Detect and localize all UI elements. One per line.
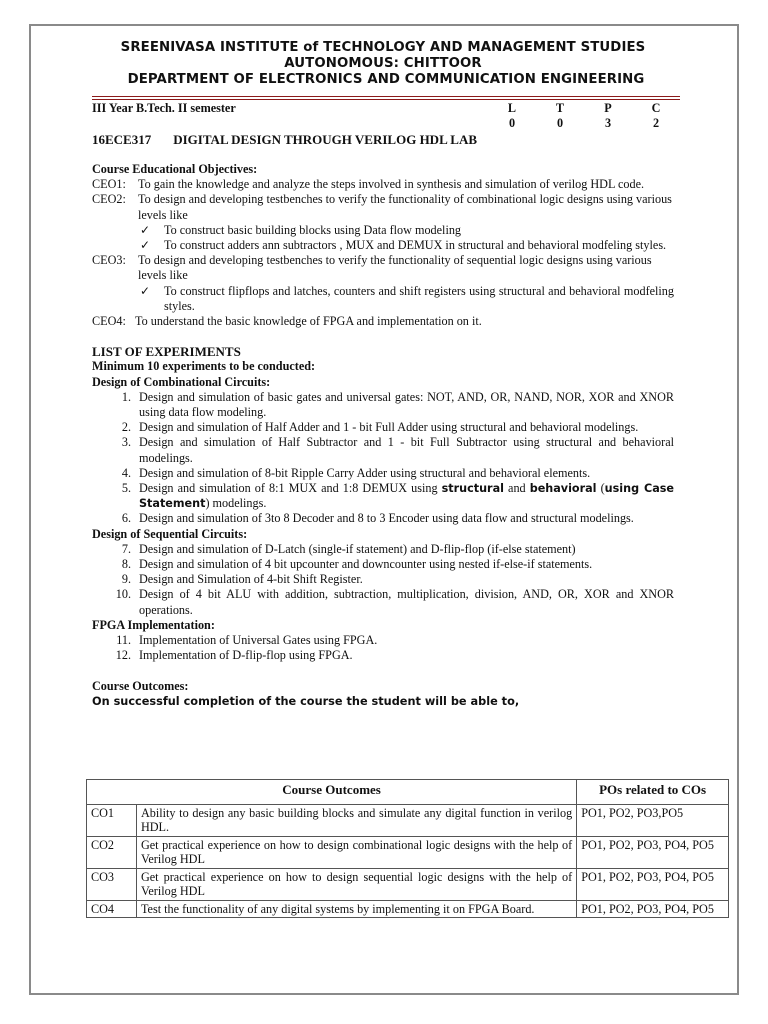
experiment-5-bold: using Case Statement [139,482,674,511]
experiments-minimum: Minimum 10 experiments to be conducted: [92,359,316,374]
co-id: CO4 [87,900,137,918]
experiment-text: Design and simulation of D-Latch (single-if statement) and D-flip-flop (if-else statement) [139,541,576,556]
experiment-number: 1. [121,389,131,404]
experiment-5 [92,481,674,511]
ltpc-value-p: 3 [604,116,612,130]
experiment-5-bold: behavioral [529,482,597,496]
ceo2-bullet-1-text: To construct basic building blocks using Data flow modeling [164,222,462,237]
experiment-10 [92,587,674,617]
ceo3-bullet-1-text: To construct flipflops and latches, counters and shift registers using structural and behavioral modfeling styles. [164,283,674,313]
ceo3-text: To design and developing testbenches to verify the functionality of sequential logic designs using various levels like [138,253,652,283]
ltpc-value-t: 0 [556,116,564,130]
ceo2-bullet-2 [92,238,674,253]
co-text: Get practical experience on how to design sequential logic designs with the help of Verilog HDL [136,868,576,900]
outcomes-intro: On successful completion of the course the student will be able to, [92,694,520,708]
ltpc-label-c: C [651,101,661,115]
check-icon: ✓ [140,283,151,298]
outcomes-table [86,779,729,918]
experiment-5-bold: structural [441,482,504,496]
experiment-number: 7. [121,541,131,556]
ceo2-tag: CEO2: [92,192,126,207]
header-rule-2 [92,99,680,100]
combinational-heading: Design of Combinational Circuits: [92,374,271,389]
experiment-number: 5. [121,481,131,496]
objectives-heading: Course Educational Objectives: [92,162,258,176]
course-meta [92,101,674,147]
experiment-number: 2. [121,420,131,435]
experiment-5-part: ( [596,481,605,496]
co-id: CO2 [87,836,137,868]
co-text: Test the functionality of any digital systems by implementing it on FPGA Board. [136,900,576,918]
year-semester: III Year B.Tech. II semester [92,101,236,115]
experiment-number: 10. [115,587,131,602]
experiment-11 [92,633,674,648]
co-pos: PO1, PO2, PO3, PO4, PO5 [577,836,729,868]
ceo2 [92,192,674,222]
department-name: DEPARTMENT OF ELECTRONICS AND COMMUNICATION ENGINEERING [127,72,645,87]
co-id: CO3 [87,868,137,900]
ceo1-tag: CEO1: [92,177,126,192]
ceo3-bullet-1 [92,284,674,314]
experiment-5-part: and [503,481,530,496]
co-id: CO1 [87,804,137,836]
ltpc-value-c: 2 [652,116,660,130]
experiment-2 [92,420,674,435]
ceo1 [92,177,674,192]
experiment-number: 4. [121,465,131,480]
experiment-5-part: ) modelings. [205,496,267,511]
course-code: 16ECE317 [92,132,152,147]
ltpc-label-t: T [555,101,565,115]
ceo3 [92,253,674,283]
sequential-heading: Design of Sequential Circuits: [92,526,248,541]
ceo2-bullet-2-text: To construct adders ann subtractors , MUX and DEMUX in structural and behavioral modfeling styles. [164,238,667,253]
course-title-line [92,132,477,147]
experiment-text: Design and simulation of basic gates and universal gates: NOT, AND, OR, NAND, NOR, XOR and XNOR using data flow modeling. [139,389,674,420]
experiment-text: Design of 4 bit ALU with addition, subtraction, multiplication, division, AND, OR, XOR and XNOR operations. [139,587,674,617]
experiment-text: Implementation of D-flip-flop using FPGA. [139,648,353,663]
experiment-7 [92,542,674,557]
experiment-text: Design and simulation of Half Adder and 1 - bit Full Adder using structural and behavioral modelings. [139,420,639,435]
ceo2-bullet-1 [92,223,674,238]
table-row [87,868,729,900]
experiments-heading: LIST OF EXPERIMENTS [92,344,241,360]
table-row [87,804,729,836]
experiment-9 [92,572,674,587]
header-rule [92,96,680,97]
co-text: Ability to design any basic building blocks and simulate any digital function in verilog HDL. [136,804,576,836]
ltpc-value-l: 0 [508,116,516,130]
experiment-text: Design and simulation of Half Subtractor and 1 - bit Full Subtractor using structural and behavioral modelings. [139,435,674,465]
co-pos: PO1, PO2, PO3, PO4, PO5 [577,900,729,918]
ceo2-text: To design and developing testbenches to verify the functionality of combinational logic designs using various levels like [138,192,672,222]
ltpc-label-p: P [604,101,612,115]
experiment-number: 6. [121,511,131,526]
experiment-4 [92,466,674,481]
ltpc-label-l: L [507,101,517,115]
outcomes-heading: Course Outcomes: [92,678,189,693]
institute-name: SREENIVASA INSTITUTE of TECHNOLOGY AND MANAGEMENT STUDIES [120,40,646,55]
syllabus-page [92,40,674,88]
experiment-text: Design and simulation of 3to 8 Decoder and 8 to 3 Encoder using data flow and structural modelings. [139,511,634,526]
experiment-number: 12. [115,648,131,663]
experiment-8 [92,557,674,572]
course-body [92,101,674,709]
experiment-number: 8. [121,557,131,572]
co-pos: PO1, PO2, PO3, PO4, PO5 [577,868,729,900]
co-pos: PO1, PO2, PO3,PO5 [577,804,729,836]
experiment-text: Design and simulation of 8-bit Ripple Carry Adder using structural and behavioral elements. [139,465,591,480]
experiment-number: 3. [121,435,131,450]
co-text: Get practical experience on how to design combinational logic designs with the help of Verilog HDL [136,836,576,868]
experiment-6 [92,511,674,526]
experiment-number: 9. [121,572,131,587]
experiment-12 [92,648,674,663]
institute-status: AUTONOMOUS: CHITTOOR [284,56,482,71]
col-pos: POs related to COs [577,780,729,805]
experiment-1 [92,390,674,420]
experiment-text: Design and simulation of 4 bit upcounter and downcounter using nested if-else-if statements. [139,557,593,572]
experiment-text: Implementation of Universal Gates using FPGA. [139,633,378,648]
experiment-text [139,481,674,511]
ceo4-text: To understand the basic knowledge of FPGA and implementation on it. [135,314,482,329]
experiment-3 [92,435,674,465]
ceo3-tag: CEO3: [92,253,126,268]
fpga-heading: FPGA Implementation: [92,617,215,632]
experiment-text: Design and Simulation of 4-bit Shift Register. [139,572,363,587]
ceo1-text: To gain the knowledge and analyze the steps involved in synthesis and simulation of verilog HDL code. [138,177,645,192]
ceo4-tag: CEO4: [92,314,126,329]
ceo4 [92,314,674,329]
outcomes-table-header [87,780,729,805]
table-row [87,900,729,918]
table-row [87,836,729,868]
check-icon: ✓ [140,238,151,253]
course-title: DIGITAL DESIGN THROUGH VERILOG HDL LAB [173,132,478,147]
col-course-outcomes: Course Outcomes [87,780,577,805]
check-icon: ✓ [140,222,151,237]
experiment-5-part: Design and simulation of 8:1 MUX and 1:8 DEMUX using [139,481,442,496]
experiment-number: 11. [116,633,131,648]
